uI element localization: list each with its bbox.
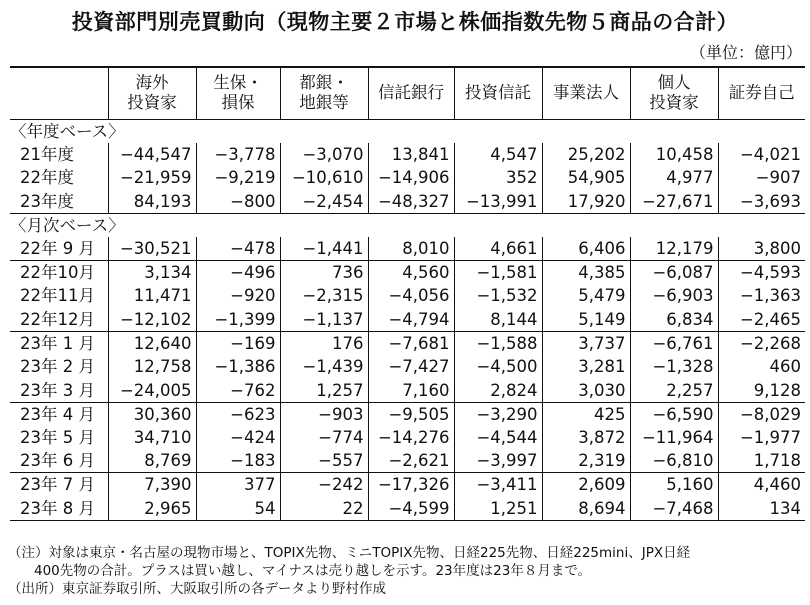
row-label: 23年 8 月 <box>10 497 108 521</box>
table-row <box>10 190 805 214</box>
table-cell: −762 <box>196 379 280 403</box>
table-cell: −48,327 <box>368 190 454 214</box>
table-cell: −1,439 <box>280 355 368 379</box>
header-blank <box>10 67 108 119</box>
table-row <box>10 331 805 355</box>
row-label: 23年 4 月 <box>10 402 108 426</box>
table-cell: −6,761 <box>630 331 718 355</box>
table-cell: 7,160 <box>368 379 454 403</box>
table-cell: 30,360 <box>108 402 196 426</box>
column-header-line: 個人 <box>657 73 691 93</box>
section-label: 〈月次ベース〉 <box>10 213 805 237</box>
table-cell: 4,385 <box>542 261 630 285</box>
column-header-line: 証券自己 <box>728 83 795 103</box>
table-cell: −6,903 <box>630 284 718 308</box>
table-cell: −4,056 <box>368 284 454 308</box>
table-cell: −4,794 <box>368 308 454 332</box>
table-cell: 4,460 <box>718 473 805 497</box>
table-cell: −242 <box>280 473 368 497</box>
table-cell: −4,544 <box>454 426 542 450</box>
table-cell: 176 <box>280 331 368 355</box>
table-cell: −3,693 <box>718 190 805 214</box>
table-cell: 4,977 <box>630 166 718 190</box>
column-header <box>542 67 630 119</box>
table-cell: −1,581 <box>454 261 542 285</box>
row-label: 23年度 <box>20 191 74 211</box>
table-cell: 10,458 <box>630 143 718 167</box>
table-cell: −3,997 <box>454 449 542 473</box>
notes <box>8 544 808 598</box>
section-label: 〈年度ベース〉 <box>10 119 805 143</box>
table-cell: −3,778 <box>196 143 280 167</box>
row-label: 23年 2 月 <box>20 357 95 377</box>
row-label: 22年12月 <box>20 309 95 329</box>
table-cell: −1,441 <box>280 237 368 261</box>
row-label: 22年 9 月 <box>20 239 95 259</box>
table-cell: −907 <box>718 166 805 190</box>
table-cell: −6,087 <box>630 261 718 285</box>
table-cell: −7,681 <box>368 331 454 355</box>
table-row <box>10 379 805 403</box>
table-cell: 2,824 <box>454 379 542 403</box>
column-header-line: 投資家 <box>649 93 699 113</box>
table-cell: −800 <box>196 190 280 214</box>
page-title: 投資部門別売買動向（現物主要２市場と株価指数先物５商品の合計） <box>71 10 739 34</box>
table-cell: −9,505 <box>368 402 454 426</box>
column-header-line: 生保・ <box>213 73 263 93</box>
table-cell: 4,661 <box>454 237 542 261</box>
table-cell: 460 <box>718 355 805 379</box>
table-cell: −4,021 <box>718 143 805 167</box>
table-row <box>10 426 805 450</box>
table-cell: 5,160 <box>630 473 718 497</box>
table-cell: 352 <box>454 166 542 190</box>
unit-label: （単位：億円） <box>689 43 802 62</box>
section-header-row <box>10 213 805 237</box>
table-cell: −774 <box>280 426 368 450</box>
table-cell: 377 <box>196 473 280 497</box>
table-cell: 2,965 <box>108 497 196 521</box>
row-label: 22年度 <box>20 168 74 188</box>
table-cell: 34,710 <box>108 426 196 450</box>
table-cell: 3,134 <box>108 261 196 285</box>
header-row <box>10 67 805 119</box>
row-label: 22年10月 <box>10 261 108 285</box>
table-cell: −424 <box>196 426 280 450</box>
table-cell: 2,319 <box>542 449 630 473</box>
table-cell: 13,841 <box>368 143 454 167</box>
table-row <box>10 355 805 379</box>
row-label: 21年度 <box>20 144 74 164</box>
row-label: 23年 3 月 <box>20 380 95 400</box>
table-cell: −1,588 <box>454 331 542 355</box>
table-cell: 2,257 <box>630 379 718 403</box>
column-header-line: 信託銀行 <box>378 83 444 103</box>
table-cell: 5,149 <box>542 308 630 332</box>
table-row <box>10 308 805 332</box>
column-header <box>630 67 718 119</box>
table-cell: 3,030 <box>542 379 630 403</box>
table-cell: −7,468 <box>630 497 718 521</box>
table-cell: −2,268 <box>718 331 805 355</box>
table-row <box>10 473 805 497</box>
table-cell: 8,769 <box>108 449 196 473</box>
table-cell: −478 <box>196 237 280 261</box>
table-cell: −496 <box>196 261 280 285</box>
table-cell: −9,219 <box>196 166 280 190</box>
column-header <box>718 67 805 119</box>
table-row <box>10 237 805 261</box>
table-cell: −2,315 <box>280 284 368 308</box>
table-cell: −4,593 <box>718 261 805 285</box>
column-header-line: 損保 <box>221 93 255 113</box>
table-cell: 25,202 <box>542 143 630 167</box>
table-cell: 134 <box>718 497 805 521</box>
table-row <box>10 143 805 167</box>
table-cell: −12,102 <box>108 308 196 332</box>
table-cell: 6,406 <box>542 237 630 261</box>
table-cell: −4,500 <box>454 355 542 379</box>
table-cell: −17,326 <box>368 473 454 497</box>
table-cell: −44,547 <box>108 143 196 167</box>
table-row <box>10 497 805 521</box>
table-cell: −3,070 <box>280 143 368 167</box>
table-cell: 4,560 <box>368 261 454 285</box>
table-cell: −1,386 <box>196 355 280 379</box>
table-cell: −11,964 <box>630 426 718 450</box>
table-cell: −2,454 <box>280 190 368 214</box>
table-cell: −30,521 <box>108 237 196 261</box>
table-cell: −6,810 <box>630 449 718 473</box>
table-cell: 3,281 <box>542 355 630 379</box>
table-cell: 1,718 <box>718 449 805 473</box>
column-header-line: 投資家 <box>127 93 177 113</box>
table-cell: 2,609 <box>542 473 630 497</box>
table-cell: −1,363 <box>718 284 805 308</box>
table-cell: −13,991 <box>454 190 542 214</box>
table-cell: −6,590 <box>630 402 718 426</box>
table-cell: 12,640 <box>108 331 196 355</box>
table-cell: 17,920 <box>542 190 630 214</box>
table-row <box>10 166 805 190</box>
table-cell: 84,193 <box>108 190 196 214</box>
column-header-line: 都銀・ <box>299 73 349 93</box>
column-header <box>454 67 542 119</box>
table-cell: 3,800 <box>718 237 805 261</box>
table-row <box>10 402 805 426</box>
table-cell: 736 <box>280 261 368 285</box>
table-body <box>10 119 805 520</box>
table-cell: −8,029 <box>718 402 805 426</box>
row-label: 23年 6 月 <box>20 451 95 471</box>
table-cell: −27,671 <box>630 190 718 214</box>
table-cell: 4,547 <box>454 143 542 167</box>
table-cell: 12,758 <box>108 355 196 379</box>
table-cell: 3,872 <box>542 426 630 450</box>
table-cell: 54,905 <box>542 166 630 190</box>
table-cell: 425 <box>542 402 630 426</box>
table-cell: −21,959 <box>108 166 196 190</box>
row-label: 22年11月 <box>20 286 95 306</box>
table-cell: 7,390 <box>108 473 196 497</box>
table-cell: −2,621 <box>368 449 454 473</box>
table-cell: −14,906 <box>368 166 454 190</box>
table-cell: −183 <box>196 449 280 473</box>
note-line-1: （注）対象は東京・名古屋の現物市場と、TOPIX先物、ミニTOPIX先物、日経225先物、日経225mini、JPX日経 <box>8 545 691 561</box>
column-header <box>196 67 280 119</box>
table-cell: −903 <box>280 402 368 426</box>
column-header-line: 投資信託 <box>465 83 531 103</box>
column-header-line: 地銀等 <box>299 93 349 113</box>
table-cell: 12,179 <box>630 237 718 261</box>
column-header-line: 事業法人 <box>553 83 619 103</box>
table-cell: −3,411 <box>454 473 542 497</box>
table-row <box>10 449 805 473</box>
table-cell: 22 <box>280 497 368 521</box>
table-cell: 11,471 <box>108 284 196 308</box>
table-cell: −24,005 <box>108 379 196 403</box>
table-cell: −1,328 <box>630 355 718 379</box>
table-cell: −920 <box>196 284 280 308</box>
table-cell: −169 <box>196 331 280 355</box>
column-header <box>280 67 368 119</box>
table-cell: 8,694 <box>542 497 630 521</box>
table-row <box>10 284 805 308</box>
trading-table <box>10 66 805 521</box>
table-cell: −623 <box>196 402 280 426</box>
table-cell: 8,010 <box>368 237 454 261</box>
table-cell: 9,128 <box>718 379 805 403</box>
table-cell: −1,532 <box>454 284 542 308</box>
table-cell: 5,479 <box>542 284 630 308</box>
column-header <box>368 67 454 119</box>
table-cell: 6,834 <box>630 308 718 332</box>
table-cell: −1,399 <box>196 308 280 332</box>
table-cell: 54 <box>196 497 280 521</box>
table-cell: −7,427 <box>368 355 454 379</box>
table-cell: −557 <box>280 449 368 473</box>
section-header-row <box>10 119 805 143</box>
note-line-2: 400先物の合計。プラスは買い越し、マイナスは売り越しを示す。23年度は23年８月まで。 <box>34 563 592 579</box>
table-cell: −1,137 <box>280 308 368 332</box>
table-cell: −1,977 <box>718 426 805 450</box>
source-line: （出所）東京証券取引所、大阪取引所の各データより野村作成 <box>8 581 386 597</box>
column-header <box>108 67 196 119</box>
row-label: 23年 7 月 <box>10 473 108 497</box>
table-cell: 1,251 <box>454 497 542 521</box>
row-label: 23年 5 月 <box>20 428 95 448</box>
column-header-line: 海外 <box>135 73 169 93</box>
row-label: 23年 1 月 <box>10 331 108 355</box>
table-cell: −4,599 <box>368 497 454 521</box>
table-cell: −3,290 <box>454 402 542 426</box>
table-cell: −2,465 <box>718 308 805 332</box>
table-cell: 8,144 <box>454 308 542 332</box>
table-cell: −10,610 <box>280 166 368 190</box>
table-cell: 3,737 <box>542 331 630 355</box>
table-cell: 1,257 <box>280 379 368 403</box>
table-row <box>10 261 805 285</box>
table-cell: −14,276 <box>368 426 454 450</box>
